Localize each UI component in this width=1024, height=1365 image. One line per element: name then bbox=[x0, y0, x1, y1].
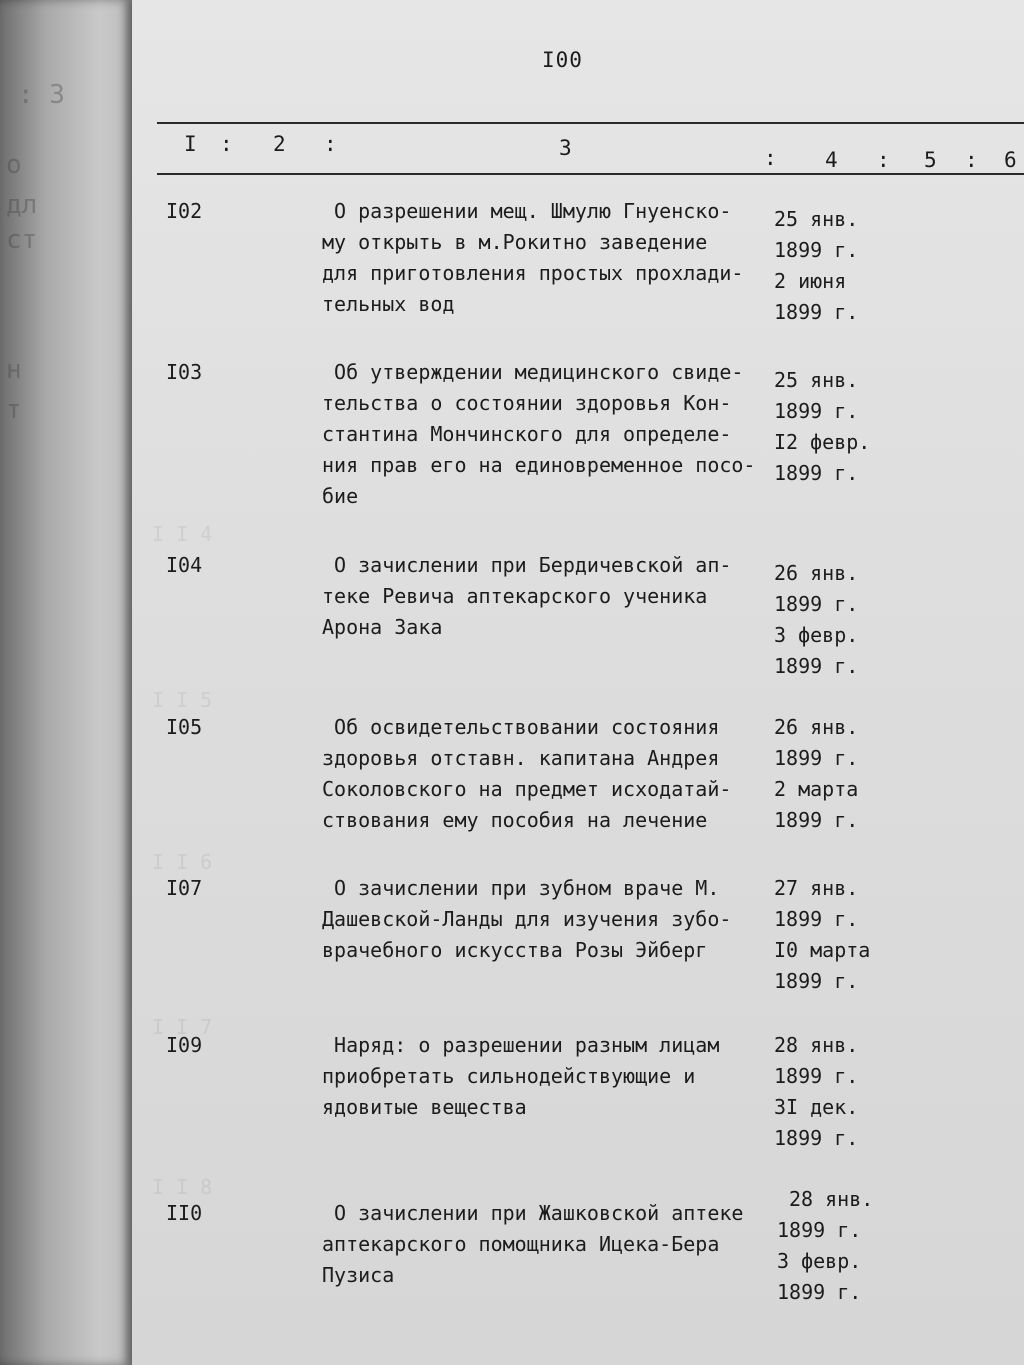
date-end-year: 1899 г. bbox=[774, 808, 859, 832]
bleed-through: I I 4 I I 5 I I 6 I I 7 I I 8 bbox=[152, 522, 213, 1199]
date-start-year: 1899 г. bbox=[774, 238, 859, 262]
entry-dates bbox=[774, 558, 858, 682]
entry-text-line: О зачислении при Бердичевской ап- bbox=[322, 553, 732, 577]
entry-title bbox=[322, 196, 777, 320]
date-end: I2 февр. bbox=[774, 430, 871, 454]
entry-title bbox=[322, 1030, 777, 1123]
entry-text-line: теке Ревича аптекарского ученика bbox=[322, 584, 708, 608]
entry-text-line: ния прав его на единовременное посо- bbox=[322, 453, 756, 477]
date-end-year: 1899 г. bbox=[774, 1126, 859, 1150]
entry-text-line: для приготовления простых прохлади- bbox=[322, 261, 744, 285]
entry-text-line: тельства о состоянии здоровья Кон- bbox=[322, 391, 732, 415]
entry-number: I05 bbox=[166, 715, 203, 739]
previous-page-ghost: т bbox=[6, 395, 22, 425]
page-number: I00 bbox=[542, 48, 583, 72]
date-end-year: 1899 г. bbox=[774, 300, 859, 324]
date-end-year: 1899 г. bbox=[774, 654, 859, 678]
date-end: 3 февр. bbox=[774, 623, 859, 647]
entry-text-line: му открыть в м.Рокитно заведение bbox=[322, 230, 708, 254]
date-start: 25 янв. bbox=[774, 368, 859, 392]
entry-number: I07 bbox=[166, 876, 203, 900]
header-separator: : bbox=[220, 132, 233, 156]
header-col-4: 4 bbox=[825, 148, 838, 172]
entry-dates bbox=[774, 712, 858, 836]
entry-text-line: врачебного искусства Розы Эйберг bbox=[322, 938, 708, 962]
entry-title bbox=[322, 357, 777, 512]
header-separator: : bbox=[324, 132, 337, 156]
date-end: I0 марта bbox=[774, 938, 871, 962]
entry-text-line: приобретать сильнодействующие и bbox=[322, 1064, 696, 1088]
previous-page-ghost: : 3 bbox=[18, 80, 65, 110]
date-start: 26 янв. bbox=[774, 561, 859, 585]
header-col-2: 2 bbox=[273, 132, 286, 156]
entry-number: I02 bbox=[166, 199, 203, 223]
entry-text-line: Пузиса bbox=[322, 1263, 395, 1287]
entry-text-line: Арона Зака bbox=[322, 615, 443, 639]
entry-text-line: О разрешении мещ. Шмулю Гнуенско- bbox=[322, 199, 732, 223]
date-end: 3 февр. bbox=[777, 1249, 862, 1273]
date-start-year: 1899 г. bbox=[774, 592, 859, 616]
entry-number: II0 bbox=[166, 1201, 203, 1225]
entry-text-line: Наряд: о разрешении разным лицам bbox=[322, 1033, 720, 1057]
date-start-year: 1899 г. bbox=[774, 1064, 859, 1088]
header-col-3: 3 bbox=[559, 136, 572, 160]
previous-page-ghost: ст bbox=[6, 225, 38, 255]
date-end: 2 марта bbox=[774, 777, 859, 801]
entry-text-line: О зачислении при Жашковской аптеке bbox=[322, 1201, 744, 1225]
table-header bbox=[132, 128, 1024, 170]
date-end: 3I дек. bbox=[774, 1095, 859, 1119]
date-start: 28 янв. bbox=[789, 1187, 874, 1211]
header-separator: : bbox=[764, 146, 777, 170]
header-rule-bottom bbox=[157, 173, 1024, 175]
entry-text-line: Дашевской-Ланды для изучения зубо- bbox=[322, 907, 732, 931]
entry-title bbox=[322, 1198, 777, 1291]
date-start: 27 янв. bbox=[774, 876, 859, 900]
entry-dates bbox=[774, 204, 858, 328]
entry-text-line: Соколовского на предмет исходатай- bbox=[322, 777, 732, 801]
date-end-year: 1899 г. bbox=[774, 461, 859, 485]
entry-text-line: О зачислении при зубном враче М. bbox=[322, 876, 720, 900]
archive-page bbox=[132, 0, 1024, 1365]
previous-page-edge bbox=[0, 0, 132, 1365]
entry-dates bbox=[774, 1030, 858, 1154]
header-separator: : bbox=[965, 148, 978, 172]
entry-text-line: Об освидетельствовании состояния bbox=[322, 715, 720, 739]
entry-title bbox=[322, 712, 777, 836]
entry-number: I03 bbox=[166, 360, 203, 384]
previous-page-ghost: о bbox=[6, 150, 22, 180]
entry-number: I09 bbox=[166, 1033, 203, 1057]
header-col-5: 5 bbox=[924, 148, 937, 172]
entry-text-line: Об утверждении медицинского свиде- bbox=[322, 360, 744, 384]
header-rule-top bbox=[157, 122, 1024, 124]
header-col-6: 6 bbox=[1004, 148, 1017, 172]
entry-text-line: стантина Мончинского для определе- bbox=[322, 422, 732, 446]
entry-number: I04 bbox=[166, 553, 203, 577]
entry-text-line: ядовитые вещества bbox=[322, 1095, 527, 1119]
entry-dates bbox=[774, 365, 870, 489]
entry-text-line: аптекарского помощника Ицека-Бера bbox=[322, 1232, 720, 1256]
previous-page-ghost: н bbox=[6, 355, 22, 385]
entry-text-line: бие bbox=[322, 484, 359, 508]
date-end: 2 июня bbox=[774, 269, 847, 293]
date-start-year: 1899 г. bbox=[774, 907, 859, 931]
entry-text-line: здоровья отставн. капитана Андрея bbox=[322, 746, 720, 770]
date-start: 26 янв. bbox=[774, 715, 859, 739]
previous-page-ghost: дл bbox=[6, 190, 38, 220]
date-end-year: 1899 г. bbox=[774, 969, 859, 993]
header-col-1: I bbox=[184, 132, 197, 156]
date-start-year: 1899 г. bbox=[774, 746, 859, 770]
date-end-year: 1899 г. bbox=[777, 1280, 862, 1304]
entry-text-line: ствования ему пособия на лечение bbox=[322, 808, 708, 832]
entry-title bbox=[322, 873, 777, 966]
date-start: 25 янв. bbox=[774, 207, 859, 231]
date-start-year: 1899 г. bbox=[774, 399, 859, 423]
date-start: 28 янв. bbox=[774, 1033, 859, 1057]
entry-text-line: тельных вод bbox=[322, 292, 455, 316]
entry-dates bbox=[774, 873, 870, 997]
entry-dates bbox=[777, 1184, 873, 1308]
header-separator: : bbox=[877, 148, 890, 172]
entry-title bbox=[322, 550, 777, 643]
date-start-year: 1899 г. bbox=[777, 1218, 862, 1242]
